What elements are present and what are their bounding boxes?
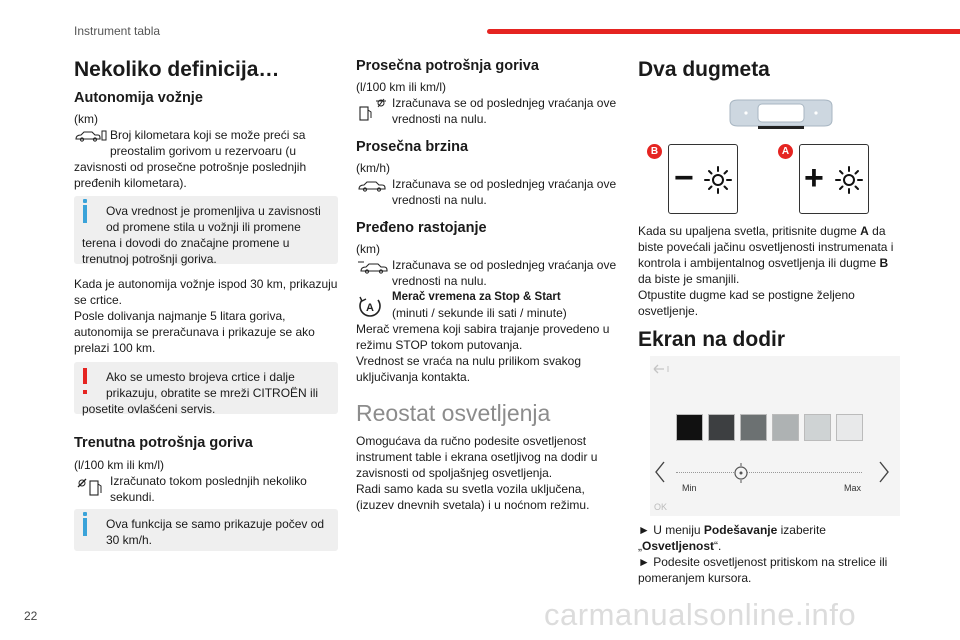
brightness-swatch	[804, 414, 831, 441]
distance-unit: (km)	[356, 242, 380, 256]
info-icon	[83, 205, 87, 223]
instant-note-text: Ova funkcija se samo prikazuje počev od 30 km/h.	[106, 517, 325, 547]
autonomy-unit: (km)	[74, 112, 98, 126]
definitions-title: Nekoliko definicija…	[74, 58, 280, 81]
step1-menu: Podešavanje	[703, 523, 778, 537]
brightness-swatch	[708, 414, 735, 441]
distance-row	[356, 257, 620, 289]
brightness-up-button[interactable]	[799, 144, 869, 214]
warn-text-first: Ako se umesto brojeva crtice i dalje prikazuju, obratite se mreži CITROËN ili	[106, 370, 319, 400]
sun-icon	[834, 165, 864, 195]
two-buttons-title: Dva dugmeta	[638, 58, 770, 81]
instant-desc: Izračunato tokom poslednjih nekoliko sekundi.	[110, 474, 307, 504]
autonomy-heading: Autonomija vožnje	[74, 90, 203, 106]
slider-cursor-icon[interactable]	[731, 463, 751, 483]
stop-start-icon	[356, 289, 392, 324]
stopstart-paragraph: Merač vremena koji sabira trajanje provedeno u režimu STOP tokom putovanja. Vrednost se vraća na nulu prilikom svakog uključivanja kontakta.	[356, 322, 610, 384]
minus-symbol: −	[674, 159, 694, 197]
watermark: carmanualsonline.info	[544, 597, 857, 632]
button-b-label: B	[647, 144, 662, 159]
brightness-screen-illustration	[650, 356, 900, 516]
brightness-swatch	[676, 414, 703, 441]
note-text-first: Ova vrednost je promenljiva u zavisnosti od promene stila u vožnji ili promene	[106, 204, 321, 234]
p1-text: Kada su upaljena svetla, pritisnite dugme	[638, 224, 861, 238]
instant-heading: Trenutna potrošnja goriva	[74, 435, 253, 451]
avg-fuel-icon	[356, 95, 392, 128]
p1-end: da biste je smanjili.	[638, 272, 740, 286]
p1-mid: da biste povećali jačinu osvetljenosti instrumenata i kontrola i ambijentalnog osvetljenja ili dugme	[638, 224, 894, 270]
stopstart-units: (minuti / sekunde ili sati / minute)	[392, 306, 567, 320]
avg-fuel-row	[356, 95, 620, 128]
avg-speed-heading: Prosečna brzina	[356, 139, 469, 155]
page-number: 22	[24, 609, 38, 623]
plus-symbol: +	[804, 159, 824, 197]
svg-text:A: A	[366, 302, 374, 314]
two-buttons-paragraph	[638, 223, 902, 319]
button-a-label: A	[778, 144, 793, 159]
avg-speed-desc: Izračunava se od poslednjeg vraćanja ove vrednosti na nulu.	[392, 177, 617, 207]
brightness-swatch	[836, 414, 863, 441]
avg-fuel-desc: Izračunava se od poslednjeg vraćanja ove vrednosti na nulu.	[392, 96, 617, 126]
info-icon	[83, 518, 87, 536]
step1-pre: ► U meniju	[638, 523, 704, 537]
step1-option: Osvetljenost	[642, 539, 715, 553]
rheostat-paragraph: Omogućava da ručno podesite osvetljenost instrument table i ekrana osetljivog na dodir u zavisnosti od spoljašnjeg osvetljenja. Radi samo kada su svetla vozila uključena, (izuzev dnevnih svetala) i u noćnom režimu.	[356, 434, 598, 512]
sun-icon	[703, 165, 733, 195]
avg-speed-unit: (km/h)	[356, 161, 390, 175]
slider-min-label: Min	[682, 483, 697, 493]
note-text-rest: terena i dovodi do značajne promene u trenutnoj potrošnji goriva.	[82, 236, 290, 266]
avg-fuel-heading: Prosečna potrošnja goriva	[356, 58, 539, 74]
header-accent-bar	[487, 29, 960, 34]
autonomy-row	[74, 127, 338, 159]
p2-text: Otpustite dugme kad se postigne željeno osvetljenje.	[638, 288, 855, 318]
distance-icon	[356, 257, 392, 289]
stopstart-row	[356, 289, 620, 324]
touchscreen-title: Ekran na dodir	[638, 328, 786, 351]
fuel-range-icon	[74, 127, 110, 159]
info-note-instant	[74, 509, 338, 551]
touchscreen-instructions	[638, 522, 902, 586]
avg-speed-icon	[356, 176, 392, 208]
rheostat-title: Reostat osvetljenja	[356, 400, 551, 426]
step1-post: izaberite	[777, 523, 826, 537]
autonomy-desc: Broj kilometara koji se može preći sa preostalim gorivom u rezervoaru (u	[110, 128, 306, 158]
autonomy-desc-cont: zavisnosti od prosečne potrošnje poslednjih pređenih kilometara).	[74, 160, 307, 190]
step2-text: ► Podesite osvetljenost pritiskom na strelice ili pomeranjem kursora.	[638, 555, 888, 585]
dashboard-buttons-illustration	[726, 96, 836, 132]
stopstart-title: Merač vremena za Stop & Start	[392, 291, 561, 303]
distance-desc: Izračunava se od poslednjeg vraćanja ove vrednosti na nulu.	[392, 258, 617, 288]
screen-ok-button[interactable]: OK	[654, 502, 668, 512]
chevron-right-icon[interactable]	[876, 460, 892, 484]
distance-heading: Pređeno rastojanje	[356, 220, 487, 236]
avg-speed-row	[356, 176, 620, 208]
chevron-left-icon[interactable]	[652, 460, 668, 484]
warn-text-rest: posetite ovlašćeni servis.	[82, 402, 216, 416]
brightness-swatch	[740, 414, 767, 441]
p1-bold-a: A	[860, 224, 869, 238]
instant-unit: (l/100 km ili km/l)	[74, 458, 165, 472]
brightness-swatch	[772, 414, 799, 441]
brightness-slider-track[interactable]	[676, 472, 862, 473]
autonomy-paragraph: Kada je autonomija vožnje ispod 30 km, prikazuju se crtice. Posle dolivanja najmanje 5 litara goriva, autonomija se preračunava i prikazuje se ako prelazi 100 km.	[74, 277, 338, 355]
instant-row	[74, 473, 338, 505]
avg-fuel-unit: (l/100 km ili km/l)	[356, 80, 447, 94]
slider-max-label: Max	[844, 483, 862, 493]
instant-fuel-icon	[74, 473, 110, 505]
brightness-down-button[interactable]	[668, 144, 738, 214]
quote-open: „	[638, 539, 642, 553]
info-note-autonomy	[74, 196, 338, 264]
warning-note-autonomy	[74, 362, 338, 414]
running-header: Instrument tabla	[74, 24, 161, 38]
back-arrow-icon	[652, 362, 676, 376]
p1-bold-b: B	[879, 256, 889, 270]
quote-close: “.	[714, 539, 722, 553]
warning-icon	[83, 368, 87, 384]
